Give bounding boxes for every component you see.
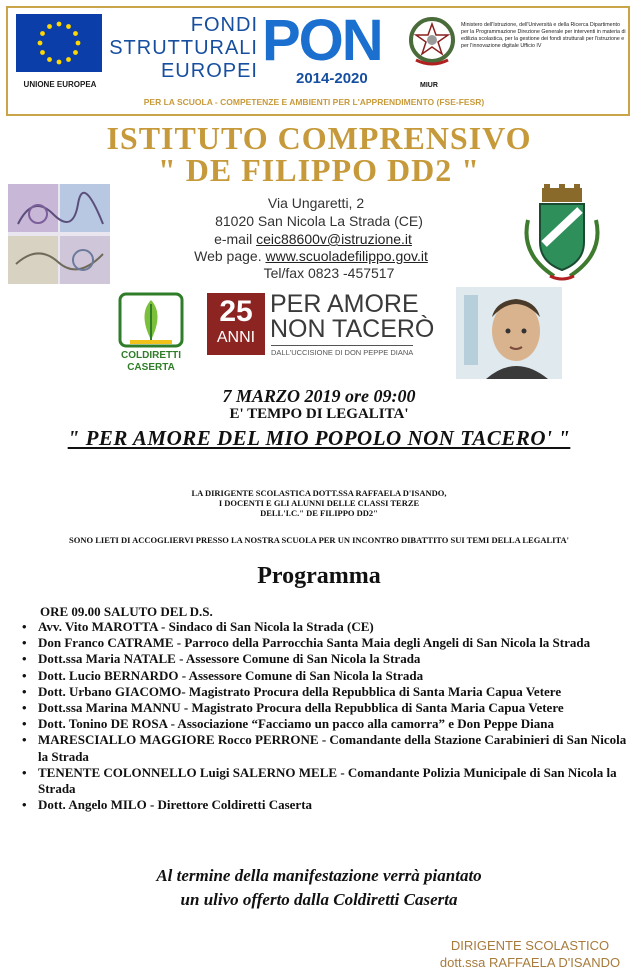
fondi-line: STRUTTURALI [109,37,258,59]
speaker-text: Avv. Vito MAROTTA - Sindaco di San Nicola la Strada (CE) [38,619,374,634]
telephone-fax: Tel/fax 0823 -457517 [263,265,395,281]
closing-note: un ulivo offerto dalla Coldiretti Caserta [180,890,458,909]
school-subtitle: " DE FILIPPO DD2 " [158,152,480,188]
signature-role: DIRIGENTE SCOLASTICO [450,938,610,953]
speaker-text: Don Franco CATRAME - Parroco della Parrocchia Santa Maia degli Angeli di San Nicola la Strada [38,635,591,651]
closing-note: Al termine della manifestazione verrà piantato [156,866,482,885]
bullet-icon: • [22,764,27,780]
event-date: 7 MARZO 2019 ore 09:00 [222,386,416,406]
address-city: 81020 San Nicola La Strada (CE) [215,213,423,229]
list-item [22,732,632,764]
event-title: " PER AMORE DEL MIO POPOLO NON TACERO' " [67,426,571,450]
bullet-icon: • [22,683,27,699]
list-item [22,635,632,651]
speaker-text: TENENTE COLONNELLO Luigi SALERNO MELE - Comandante Polizia Municipale di San Nicola la Strada [38,764,617,797]
coldiretti-logo-icon [116,292,186,348]
pon-tagline: PER LA SCUOLA - COMPETENZE E AMBIENTI PER L'APPRENDIMENTO (FSE-FESR) [143,97,485,107]
invitation-text: SONO LIETI DI ACCOGLIERVI PRESSO LA NOSTRA SCUOLA PER UN INCONTRO DIBATTITO SUI TEMI DELLA LEGALITA' [69,535,569,545]
per-amore-line: NON TACERÒ [270,315,435,343]
eu-flag-icon [16,14,102,72]
list-item [22,651,632,667]
email-label: e-mail [214,231,257,247]
speaker-text: MARESCIALLO MAGGIORE Rocco PERRONE - Comandante della Stazione Carabinieri di San Nicola la Strada [38,732,627,764]
speaker-text: Dott. Lucio BERNARDO - Assessore Comune di San Nicola la Strada [38,667,424,683]
bullet-icon: • [22,797,27,813]
fondi-line: FONDI [190,14,258,36]
list-item [22,619,632,635]
bullet-icon: • [22,700,27,716]
coldiretti-label [110,350,192,374]
opening-greeting: ORE 09.00 SALUTO DEL D.S. [40,604,213,619]
speaker-text: Dott. Urbano GIACOMO- Magistrato Procura della Repubblica di Santa Maria Capua Vetere [38,683,562,699]
per-amore-line: PER AMORE [270,290,419,318]
speaker-list [22,619,632,813]
bullet-icon: • [22,651,27,667]
coldiretti-line: COLDIRETTI [121,350,181,361]
invite-line: DELL'I.C." DE FILIPPO DD2" [260,508,378,518]
web-label: Web page. [194,248,266,264]
list-item [22,716,632,732]
pon-logo: PON [262,8,382,73]
anniversary-badge [207,293,265,355]
pon-years: 2014-2020 [296,70,368,87]
event-theme: E' TEMPO DI LEGALITA' [229,406,409,422]
address-street: Via Ungaretti, 2 [267,195,365,211]
invite-line: I DOCENTI E GLI ALUNNI DELLE CLASSI TERZE [218,498,420,508]
fondi-line: EUROPEI [160,60,258,82]
signature-name: dott.ssa RAFFAELA D'ISANDO [439,955,621,970]
bullet-icon: • [22,716,27,732]
eu-label: UNIONE EUROPEA [23,80,97,89]
bullet-icon: • [22,635,27,651]
list-item [22,765,632,797]
per-amore-logo-title [270,292,434,342]
bullet-icon: • [22,732,27,748]
speaker-text: Dott. Tonino DE ROSA - Associazione “Facciamo un pacco alla camorra” e Don Peppe Diana [38,716,555,732]
speaker-text: Dott.ssa Marina MANNU - Magistrato Procura della Repubblica di Santa Maria Capua Vetere [38,700,564,716]
bullet-icon: • [22,667,27,683]
list-item [22,700,632,716]
municipal-crest-icon [514,184,610,284]
email-link[interactable]: ceic88600v@istruzione.it [256,231,412,247]
list-item [22,684,632,700]
miur-label: MIUR [420,82,438,89]
speaker-text: Dott. Angelo MILO - Direttore Coldiretti Caserta [38,797,313,813]
speaker-text: Dott.ssa Maria NATALE - Assessore Comune di San Nicola la Strada [38,651,421,667]
website-link[interactable]: www.scuoladefilippo.gov.it [265,248,428,264]
list-item [22,668,632,684]
school-title: ISTITUTO COMPRENSIVO [106,120,532,156]
italian-republic-emblem-icon [408,16,456,68]
anniversary-word: ANNI [216,329,256,346]
programma-heading: Programma [257,563,381,589]
ministry-text: Ministero dell'Istruzione, dell'Università e della Ricerca Dipartimento per la Programmazione Direzione Generale per interventi in materia di edilizia scolastica, per la gestione dei fondi strutturali per l'istruzione e per l'innovazione digitale Ufficio IV [461,22,626,49]
anniversary-number: 25 [219,295,253,328]
fondi-strutturali-text [108,14,258,83]
don-peppe-diana-portrait-image [456,287,562,379]
per-amore-subtitle: DALL'UCCISIONE DI DON PEPPE DIANA [271,345,413,357]
bullet-icon: • [22,619,27,634]
list-item [22,797,632,813]
invite-line: LA DIRIGENTE SCOLASTICA DOTT.SSA RAFFAELA D'ISANDO, [191,488,447,498]
coldiretti-line: CASERTA [127,362,175,373]
